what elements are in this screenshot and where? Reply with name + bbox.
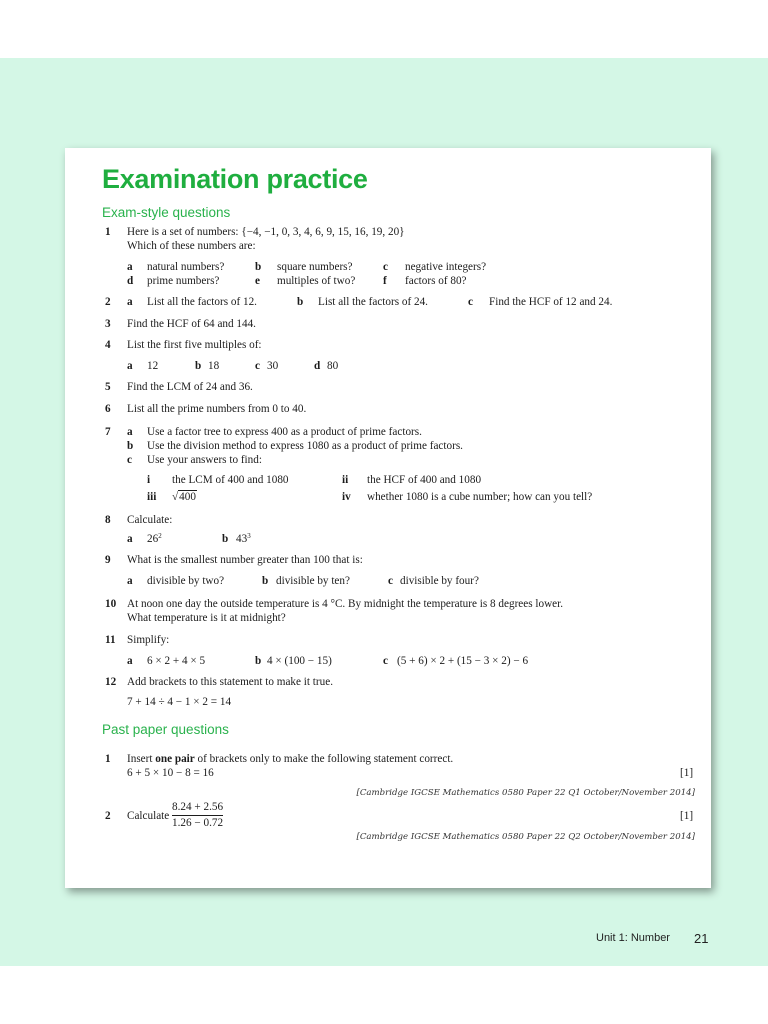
subpart-label: ii [342, 474, 349, 486]
question-text: What temperature is it at midnight? [127, 612, 286, 624]
expression: 7 + 14 ÷ 4 − 1 × 2 = 14 [127, 696, 232, 708]
subpart-label: iv [342, 491, 351, 503]
part-text: divisible by ten? [276, 575, 350, 587]
part-label: c [383, 655, 388, 667]
question-number: 8 [105, 514, 111, 526]
question-6-number: 6 [105, 403, 111, 415]
part-text: 80 [327, 360, 339, 372]
square-root-expression [172, 490, 197, 504]
part-label: a [127, 296, 133, 308]
question-text: Simplify: [127, 634, 170, 646]
question-5-number: 5 [105, 381, 111, 393]
question-text: Calculate [127, 810, 170, 822]
question-number: 10 [105, 598, 117, 610]
subpart-label: iii [147, 491, 157, 503]
part-label: b [255, 261, 262, 273]
question-number: 9 [105, 554, 111, 566]
question-3-text: Find the HCF of 64 and 144. [127, 318, 256, 330]
part-label: b [262, 575, 269, 587]
part-text: prime numbers? [147, 275, 220, 287]
part-text: divisible by two? [147, 575, 225, 587]
emphasis: one pair [155, 753, 195, 765]
mark-allocation: [1] [680, 810, 694, 822]
part-text: Use a factor tree to express 400 as a product of prime factors. [147, 426, 422, 438]
part-label: b [127, 440, 134, 452]
part-text: divisible by four? [400, 575, 479, 587]
part-text: multiples of two? [277, 275, 356, 287]
question-5-text: Find the LCM of 24 and 36. [127, 381, 253, 393]
unit-label: Unit 1: Number [596, 932, 670, 944]
section-heading-exam-style: Exam-style questions [102, 205, 231, 220]
part-label: a [127, 575, 133, 587]
mark-allocation: [1] [680, 767, 694, 779]
part-label: c [127, 454, 132, 466]
question-text: Here is a set of numbers: {−4, −1, 0, 3, 4, 6, 9, 15, 16, 19, 20} [127, 226, 405, 238]
radicand: 400 [179, 491, 196, 503]
part-label: a [127, 261, 133, 273]
part-label: a [127, 426, 133, 438]
question-number: 4 [105, 339, 111, 351]
part-label: c [388, 575, 393, 587]
denominator: 1.26 − 0.72 [172, 817, 224, 829]
question-number: 2 [105, 296, 111, 308]
question-number: 1 [105, 753, 111, 765]
question-6-text: List all the prime numbers from 0 to 40. [127, 403, 307, 415]
question-number: 2 [105, 810, 111, 822]
question-text: At noon one day the outside temperature is 4 °C. By midnight the temperature is 8 degrees lower. [127, 598, 564, 610]
source-citation: [Cambridge IGCSE Mathematics 0580 Paper 22 Q1 October/November 2014] [356, 788, 695, 798]
part-label: c [468, 296, 473, 308]
part-label: b [222, 533, 229, 545]
part-label: a [127, 655, 133, 667]
subpart-text: the LCM of 400 and 1080 [172, 474, 289, 486]
radical-sign: √ [172, 491, 179, 503]
question-text: Which of these numbers are: [127, 240, 256, 252]
part-text: 30 [267, 360, 279, 372]
fraction [172, 801, 223, 830]
question-number: 1 [105, 226, 111, 238]
part-text: Use the division method to express 1080 as a product of prime factors. [147, 440, 463, 452]
numerator: 8.24 + 2.56 [172, 801, 224, 813]
exponent: 3 [247, 532, 251, 540]
question-text: What is the smallest number greater than 100 that is: [127, 554, 363, 566]
part-text: 12 [147, 360, 159, 372]
part-text: List all the factors of 12. [147, 296, 257, 308]
section-heading-past-paper: Past paper questions [102, 722, 229, 737]
part-text: natural numbers? [147, 261, 225, 273]
part-label: a [127, 360, 133, 372]
part-label: b [255, 655, 262, 667]
question-text: List the first five multiples of: [127, 339, 262, 351]
part-label: b [195, 360, 202, 372]
text-part: Insert [127, 753, 156, 765]
page-title: Examination practice [102, 164, 368, 194]
question-text: Add brackets to this statement to make it true. [127, 676, 333, 688]
base: 26 [147, 533, 159, 545]
part-text: List all the factors of 24. [318, 296, 428, 308]
exponent: 2 [158, 532, 162, 540]
question-number: 12 [105, 676, 117, 688]
part-label: b [297, 296, 304, 308]
page-number: 21 [694, 931, 709, 946]
power-expression [147, 533, 162, 546]
part-label: c [255, 360, 260, 372]
part-text: Find the HCF of 12 and 24. [489, 296, 613, 308]
text-part: of brackets only to make the following statement correct. [194, 753, 454, 765]
part-label: a [127, 533, 133, 545]
question-text: Calculate: [127, 514, 173, 526]
part-text: 18 [208, 360, 220, 372]
part-label: d [314, 360, 321, 372]
source-citation: [Cambridge IGCSE Mathematics 0580 Paper 22 Q2 October/November 2014] [356, 832, 695, 842]
expression: 6 + 5 × 10 − 8 = 16 [127, 767, 214, 779]
power-expression [236, 533, 251, 546]
part-text: 6 × 2 + 4 × 5 [147, 655, 206, 667]
subpart-text: whether 1080 is a cube number; how can you tell? [367, 491, 593, 503]
fraction-bar [172, 815, 223, 816]
part-text: negative integers? [405, 261, 487, 273]
part-label: d [127, 275, 134, 287]
part-text: factors of 80? [405, 275, 467, 287]
base: 43 [236, 533, 248, 545]
question-number: 7 [105, 426, 111, 438]
question-3-number: 3 [105, 318, 111, 330]
question-text [127, 753, 453, 766]
question-number: 11 [105, 634, 116, 646]
part-text: Use your answers to find: [147, 454, 262, 466]
part-label: c [383, 261, 388, 273]
part-label: e [255, 275, 260, 287]
part-text: square numbers? [277, 261, 353, 273]
part-label: f [383, 275, 387, 287]
subpart-text: the HCF of 400 and 1080 [367, 474, 482, 486]
subpart-label: i [147, 474, 151, 486]
part-text: 4 × (100 − 15) [267, 655, 332, 667]
part-text: (5 + 6) × 2 + (15 − 3 × 2) − 6 [397, 655, 529, 667]
